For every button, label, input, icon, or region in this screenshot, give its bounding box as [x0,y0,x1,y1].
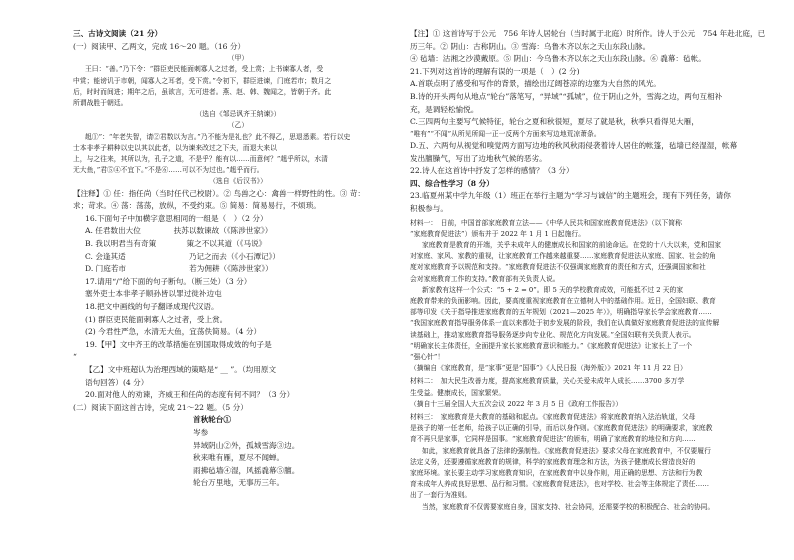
right-text-line: 家庭环境。家长要主动学习家庭教育知识，在家庭教育中以身作则，用正确的思想、方法和行为教 [410,468,703,477]
right-text-line: 新家教有这样一个公式：“5 + 2 = 0”。即 5 天的学校教育成效，可能抵不过 2 天的家 [422,285,684,294]
right-text-line: 生受益。健康成长，国家繁荣。 [410,388,506,397]
left-text-line: （甲） [227,54,249,63]
right-text-line: 会对家庭教育工作的支持。”教育部有关负责人说。 [410,274,560,283]
right-text-line: 出了一套行为准则。 [410,491,472,500]
left-text-line: 首秋轮台① [193,415,231,425]
right-text-line: 法定义务，还要遵循家庭教育的规律，科学的家庭教育理念和方法，为孩子健康成长营造良好的 [410,457,696,466]
right-text-line: “我国家庭教育指导服务体系一直以来都处于初步发展的阶段，我们在认真做好家庭教育促进法的宣传解 [410,319,720,328]
left-text-line: （选自《后汉书》） [209,177,267,186]
right-text-line: 材料二： 加大民生改善力度，提高家庭教育质量，关心关爱未成年人成长……3700 多万学 [410,377,685,386]
left-text-line: (2) 今君性严急，水清无大鱼，宜荡佚简易。（4 分） [85,327,262,337]
right-text-line: 对家庭、家风、家教的重视，让家庭教育工作越来越重要……家庭教育促进法从家庭、国家、社会的角 [410,252,716,261]
left-text-line: A. 任君数出大位 扶苏以数谏故（《陈涉世家》） [85,226,273,236]
left-text-line: “ [73,352,77,362]
left-text-line: 求；苛求。④ 荡：荡荡，放纵，不受约束。⑤ 简易：简易易行，不烦琐。 [73,201,321,211]
right-text-line: D.五、六两句从视觉和嗅觉两方面写边地的秋风秋雨侵袭着诗人居住的帐篷，毡墙已经湿湿，帐幕 [410,140,738,150]
right-text-line: ④ 毡墙：沽湘之沙漠戴原。⑤ 阴山：今乌鲁木齐以东之天山东段山脉。⑥ 毳幕：毡帐。 [410,54,706,64]
left-text-line: 趄①”：“年老失智，请②君数以为言。”乃不能为是礼也？此不得乙，思退悉素。若行以史 [85,132,351,141]
right-text-line: 庭教育带来的负面影响。因此，要高度重视家庭教育在立德树人中的基础作用。近日，全国妇联、教育 [410,296,716,305]
right-text-line: “唯有”“不闻”从所见所闻一正一反两个方面来写边地荒凉萧条。 [410,129,601,138]
left-text-line: 轮台万里地，无事历三年。 [193,478,285,488]
left-text-line: (1) 群臣吏民能面刺寡人之过者，受上赏。 [85,314,228,324]
left-text-line: 士本非孝子耕种以史以其以此者，以为谏来改过之下夫，而退大来以 [73,143,277,152]
left-text-line: （乙） [227,121,249,130]
left-text-line: 所谓战胜于朝廷。 [73,99,128,107]
left-text-line: 岑参 [193,427,209,437]
left-text-line: D. 门庭若市 若为佣耕（《陈涉世家》） [85,264,273,274]
left-column [73,28,403,554]
left-text-line: 秋来唯有雁，夏尽不闻蝉。 [193,453,285,463]
right-text-line: “强心针”！ [410,352,445,361]
right-text-line: 是孩子的第一任老师，给孩子以正确的引导，而后以身作则。《家庭教育促进法》的明确要求，家庭教 [410,424,713,433]
left-text-line: 20.面对他人的劝谏，齐威王和任尚的态度有何不同？（3 分） [85,390,295,400]
right-text-line: 如此，家庭教育就具备了法律的强制性。《家庭教育促进法》要求父母在家庭教育中，不仅要履行 [422,446,711,455]
left-text-line: 王曰：“善。”乃下令：“群臣吏民能面刺寡人之过者，受上赏；上书谏寡人者，受 [85,65,324,74]
right-text-line: “明确家长主体责任，全面提升家长家庭教育意识和能力。”《家庭教育促进法》让家长上了一个 [410,341,693,350]
right-text-line: “家庭教育促进法”）颁布并于 2022 年 1 月 1 日起施行。 [410,229,585,238]
right-text-line: 【注】① 这首诗写于公元 756 年诗人居轮台（当时属于北庭）时所作。诗人于公元 754 年赴北庭，已 [410,29,766,38]
right-text-line: 育不再只是家事，它同样是国事。“家庭教育促进法”的颁布，明确了家庭教育的地位和方向…… [410,435,696,444]
right-text-line: 22.诗人在这首诗中抒发了怎样的感情？（3 分） [410,166,574,176]
right-text-line: 23.临夏州某中学九年级（1）班正在举行主题为“学习与诚信”的主题班会，现有下列任务，请你 [410,191,731,201]
left-text-line: C. 会逢其适 乃记之而去（《小石潭记》） [85,251,281,261]
right-text-line: 部等印发《关于指导推进家庭教育的五年规划（2021—2025 年）》，明确指导家长学会家庭教育…… [410,308,712,317]
left-text-line: 雨拂毡墙④湿，风摇毳幕⑤膻。 [193,465,300,475]
right-text-line: 历三年。② 阴山：古称阴山。③ 雪海：乌鲁木齐以东之天山东段山脉。 [410,41,651,51]
right-text-line: （摘自十三届全国人大五次会议 2022 年 3 月 5 日《政府工作报告》） [410,399,623,408]
left-text-line: 【乙】文中班超认为治理西域的策略是“ __ ”。（均用原文 [85,364,277,374]
left-text-line: 18.把文中画线的句子翻译成现代汉语。 [85,301,219,311]
right-text-line: 家庭教育是教育的开端，关乎未成年人的健康成长和国家的前途命运。在党的十八大以来，党和国家 [422,240,722,249]
right-text-line: 度对家庭教育予以规范和支持。“家庭教育促进法不仅强调家庭教育的责任和方式，还强调国家和社 [410,263,706,272]
left-text-line: B. 我以明君当有奇策 策之不以其道（《马说》 [85,239,267,248]
left-text-line: 后，时时而间进；期年之后，虽欲言，无可进者。燕、赵、韩、魏闻之，皆朝于齐。此 [73,87,332,96]
left-text-line: 无大鱼，”君⑤④不宜下。”不是⑥……可以不为过也。”趄乎而行。 [73,166,264,175]
left-text-line: 19.【甲】文中齐王的改革措施在别国取得成效的句子是 [85,339,272,349]
right-text-line: 读基础上，推动家庭教育指导服务逐步向专业化、规范化方向发展。”全国妇联有关负责人表示。 [410,330,696,339]
right-text-line: 育未成年人养成良好思想、品行和习惯。《家庭教育促进法》，也对学校、社会等主体规定了责任…… [410,480,710,489]
left-text-line: 中赏；能谤讥于市朝，闻寡人之耳者，受下赏。”令初下，群臣进谏，门庭若市；数月之 [73,76,332,85]
right-text-line: 发出膻臊气，写出了边地秋气候的恶劣。 [410,153,547,163]
left-text-line: (一）阅读甲、乙两文，完成 16～20 题。（16 分） [73,41,246,51]
right-text-line: 材料一： 日前，中国首部家庭教育立法——《中华人民共和国家庭教育促进法》（以下简称 [410,218,682,227]
left-text-line: (二）阅读下面这首古诗，完成 21～22 题。（5 分） [73,402,248,412]
right-text-line: 充，是调轻松愉悦。 [410,104,479,114]
right-text-line: 材料三： 家庭教育是大教育的基础和起点。《家庭教育促进法》将家庭教育纳入法治轨道，父母 [410,412,696,421]
left-text-line: 语句回答）(4 分） [85,377,149,387]
left-text-line: 塞外吏士本非孝子顺孙皆以罪过徙补边屯 [85,289,222,299]
right-column [410,28,780,554]
left-text-line: 16.下面句子中加横字意思相同的一组是（ ）（2 分） [85,213,268,223]
right-text-line: （摘编自《家庭教育，是“家事”更是“国事”》《人民日报（海外版）》2021 年 11 月 22 日） [410,364,687,373]
right-text-line: 积极参与。 [410,203,448,213]
right-text-line: A.首联点明了感受和写作的背景，描绘出辽阔苍凉的边塞为大自然的风光。 [410,79,661,89]
right-text-line: B.诗的开头两句从地点“轮台”落笔写，“异域”“孤城”，位于阴山之外，雪海之边，两句互相补 [410,91,723,101]
left-text-line: 三、古诗文阅读（21 分） [73,29,163,38]
left-text-line: 上，与之往来，其所以为，孔子之道，不是乎？能有以……而意何？”趄乎所以，水清 [73,155,328,164]
right-text-line: 四、综合性学习（8 分） [410,178,494,188]
left-text-line: 异域阴山②外，孤城雪海③边。 [193,440,300,450]
right-text-line: 当然，家庭教育不仅需要家庭自身，国家支持、社会协同，还需要学校的积极配合、社会的协同。 [422,502,715,511]
left-text-line: 【注释】① 任：指任尚（当时任代己校尉）。② 鸟兽之心：禽兽一样野性的性。③ 苛： [73,188,365,198]
right-text-line: 21.下列对这首诗的理解有误的一项是（ ）(2 分) [410,66,580,76]
left-text-line: （选自《邹忌讽齐王纳谏》） [195,110,281,119]
left-text-line: 17.请用“/”给下面的句子断句。（断三处）（3 分） [85,276,252,286]
right-text-line: C.三四两句主要写气候特征，轮台之夏和秋很短，夏尽了就是秋，秋季只看得见大雁， [410,117,699,127]
